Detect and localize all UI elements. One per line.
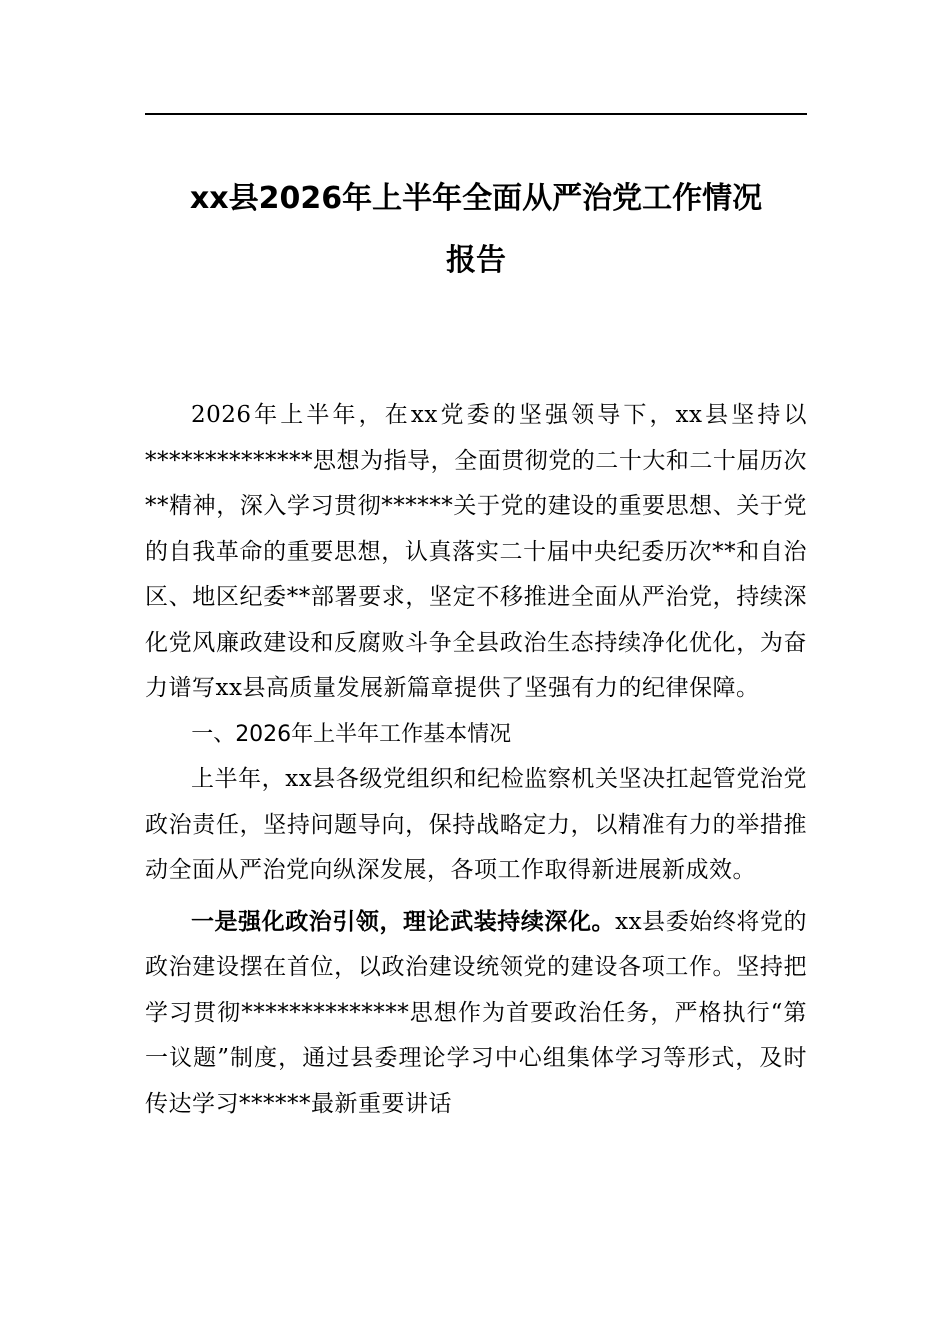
document-title-line-2: 报告 [446,243,506,278]
document-body [145,393,807,1127]
section-heading-1: 一、2026年上半年工作基本情况 [191,721,512,747]
document-title [145,168,807,292]
intro-paragraph: 2026年上半年，在xx党委的坚强领导下，xx县坚持以**************思想为指导，全面贯彻党的二十大和二十届历次**精神，深入学习贯彻******关于党的建设的重要思想、关于党的自我革命的重要思想，认真落实二十届中央纪委历次**和自治区、地区纪委**部署要求，坚定不移推进全面从严治党，持续深化党风廉政建设和反腐败斗争全县政治生态持续净化优化，为奋力谱写xx县高质量发展新篇章提供了坚强有力的纪律保障。 [145,402,807,701]
point-1-lead: 一是强化政治引领，理论武装持续深化。 [191,908,616,935]
document-title-line-1: xx县2026年上半年全面从严治党工作情况 [189,181,763,216]
point-1-paragraph [145,900,807,1128]
point-1-body: xx县委始终将党的政治建设摆在首位，以政治建设统领党的建设各项工作。坚持把学习贯彻**************思想作为首要政治任务，严格执行“第一议题”制度，通过县委理论学习中心组集体学习等形式，及时传达学习******最新重要讲话 [145,908,808,1117]
section-1-paragraph: 上半年，xx县各级党组织和纪检监察机关坚决扛起管党治党政治责任，坚持问题导向，保持战略定力，以精准有力的举措推动全面从严治党向纵深发展，各项工作取得新进展新成效。 [145,766,807,883]
header-rule [145,113,807,115]
